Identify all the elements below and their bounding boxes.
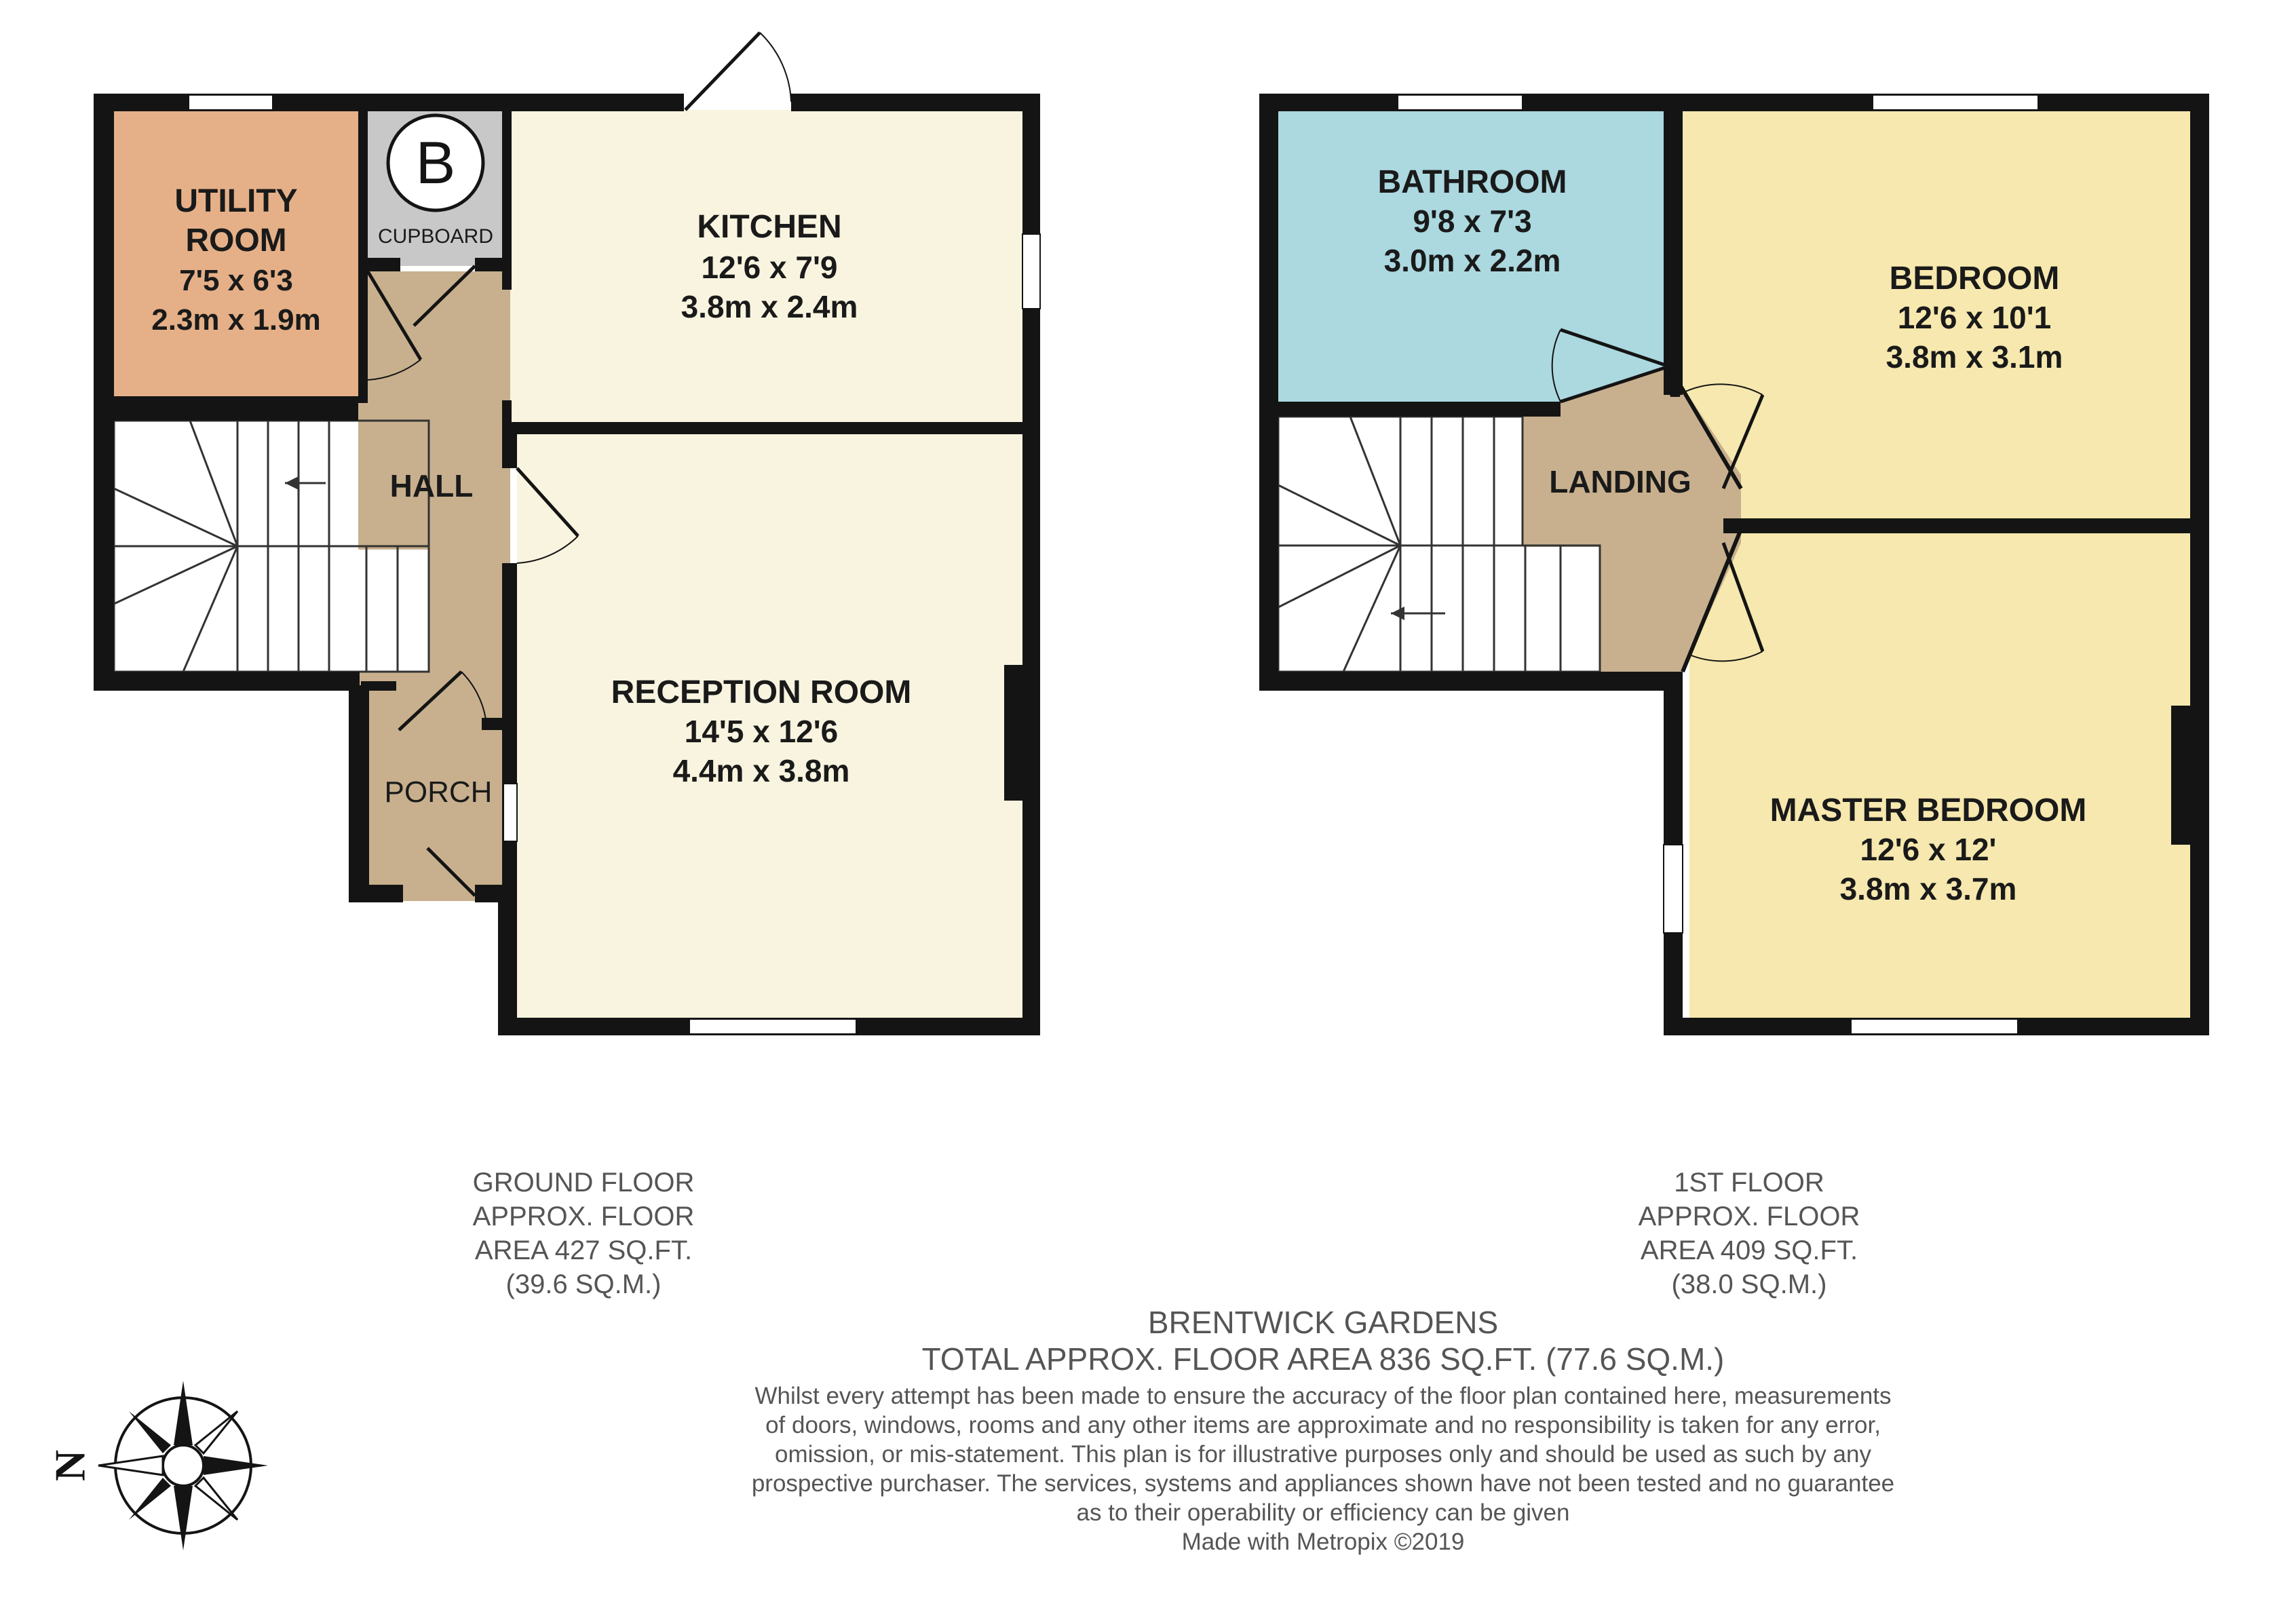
property-name: BRENTWICK GARDENS <box>1147 1305 1499 1340</box>
kitchen-name: KITCHEN <box>697 209 842 245</box>
reception-room-name: RECEPTION ROOM <box>611 674 912 710</box>
ground-floor-plan <box>94 33 1040 1035</box>
disclaimer-line2: of doors, windows, rooms and any other items are approximate and no responsibility is taken for any error, <box>765 1412 1881 1438</box>
landing-name: LANDING <box>1549 464 1691 499</box>
kitchen-dim-imperial: 12'6 x 7'9 <box>701 250 838 285</box>
bathroom-name: BATHROOM <box>1377 164 1567 200</box>
kitchen-dim-metric: 3.8m x 2.4m <box>681 289 858 324</box>
bedroom-name: BEDROOM <box>1889 261 2060 296</box>
bedroom-dim-metric: 3.8m x 3.1m <box>1886 339 2063 375</box>
first-floor-plan <box>1259 94 2209 1035</box>
utility-room-name-2: ROOM <box>185 223 287 259</box>
porch-name: PORCH <box>384 776 493 809</box>
total-area: TOTAL APPROX. FLOOR AREA 836 SQ.FT. (77.6 SQ.M.) <box>921 1341 1725 1377</box>
reception-room-dim-metric: 4.4m x 3.8m <box>672 753 850 788</box>
first-floor-info-line4: (38.0 SQ.M.) <box>1671 1269 1827 1299</box>
first-floor-info-line2: APPROX. FLOOR <box>1638 1202 1860 1231</box>
reception-room-dim-imperial: 14'5 x 12'6 <box>684 714 839 749</box>
footer <box>611 1304 2035 1556</box>
master-bedroom-dim-imperial: 12'6 x 12' <box>1860 832 1997 867</box>
master-bedroom-name: MASTER BEDROOM <box>1769 792 2087 828</box>
ground-floor-info-line3: AREA 427 SQ.FT. <box>474 1236 693 1265</box>
master-bedroom-dim-metric: 3.8m x 3.7m <box>1839 871 2017 906</box>
hall-name: HALL <box>389 468 474 503</box>
disclaimer-line1: Whilst every attempt has been made to ensure the accuracy of the floor plan contained here, measurements <box>754 1383 1892 1409</box>
first-floor-info-line1: 1ST FLOOR <box>1674 1168 1824 1198</box>
credit: Made with Metropix ©2019 <box>1181 1529 1465 1555</box>
master-bedroom <box>1689 533 2190 1018</box>
boiler-label: B <box>415 129 456 196</box>
compass-rose-icon <box>46 1381 268 1550</box>
bedroom-dim-imperial: 12'6 x 10'1 <box>1897 300 2052 335</box>
first-floor-info-line3: AREA 409 SQ.FT. <box>1640 1236 1858 1265</box>
disclaimer-line4: prospective purchaser. The services, systems and appliances shown have not been tested and no guarantee <box>751 1470 1895 1497</box>
utility-room-dim-metric: 2.3m x 1.9m <box>151 303 321 337</box>
cupboard-label: CUPBOARD <box>377 225 494 248</box>
ground-floor-info <box>407 1166 760 1301</box>
disclaimer-line3: omission, or mis-statement. This plan is for illustrative purposes only and should be used as such by any <box>775 1441 1871 1468</box>
disclaimer-line5: as to their operability or efficiency can be given <box>1076 1499 1570 1526</box>
bathroom-dim-metric: 3.0m x 2.2m <box>1383 243 1561 278</box>
ground-floor-info-line1: GROUND FLOOR <box>472 1168 695 1198</box>
utility-room-name-1: UTILITY <box>174 183 298 219</box>
disclaimer <box>611 1381 2035 1556</box>
ground-floor-info-line2: APPROX. FLOOR <box>472 1202 695 1231</box>
ground-floor-info-line4: (39.6 SQ.M.) <box>505 1269 662 1299</box>
compass-north-label: N <box>45 1449 94 1482</box>
kitchen-external-door[interactable] <box>685 33 760 110</box>
boiler-icon <box>388 115 483 210</box>
utility-room-dim-imperial: 7'5 x 6'3 <box>179 264 293 297</box>
bathroom-dim-imperial: 9'8 x 7'3 <box>1413 204 1532 239</box>
first-floor-info <box>1573 1166 1926 1301</box>
